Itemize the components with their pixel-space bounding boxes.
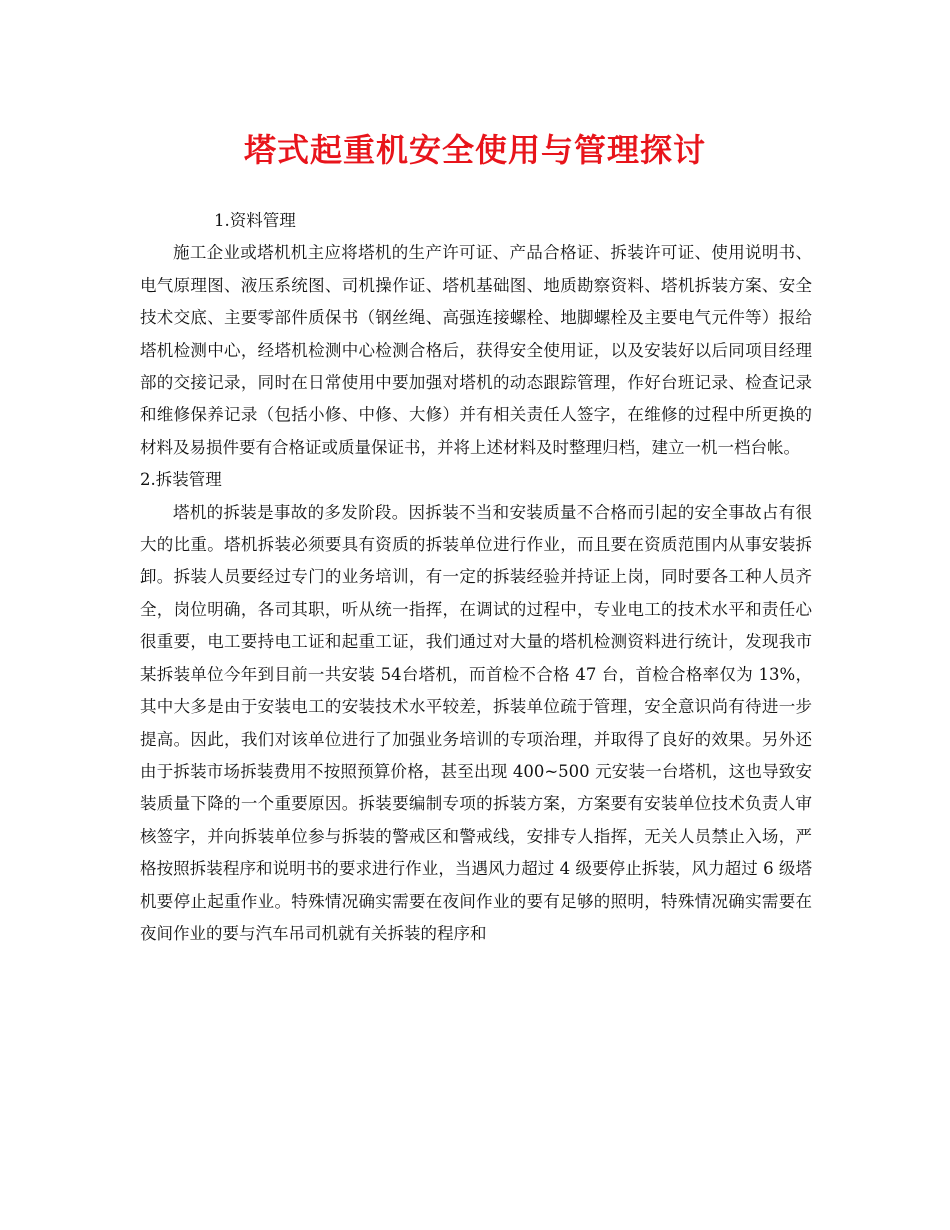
document-title: 塔式起重机安全使用与管理探讨 [243, 131, 706, 169]
section-heading-2: 2.拆装管理 [140, 470, 222, 490]
section-paragraph-1: 施工企业或塔机机主应将塔机的生产许可证、产品合格证、拆装许可证、使用说明书、电气原理图、液压系统图、司机操作证、塔机基础图、地质勘察资料、塔机拆装方案、安全技术交底、主要零部件质保书（钢丝绳、高强连接螺栓、地脚螺栓及主要电气元件等）报给塔机检测中心，经塔机检测中心检测合格后，获得安全使用证，以及安装好以后同项目经理部的交接记录，同时在日常使用中要加强对塔机的动态跟踪管理，作好台班记录、检查记录和维修保养记录（包括小修、中修、大修）并有相关责任人签字，在维修的过程中所更换的材料及易损件要有合格证或质量保证书，并将上述材料及时整理归档，建立一机一档台帐。 [140, 243, 812, 457]
document-body [140, 205, 812, 950]
section-paragraph-2: 塔机的拆装是事故的多发阶段。因拆装不当和安装质量不合格而引起的安全事故占有很大的比重。塔机拆装必须要具有资质的拆装单位进行作业，而且要在资质范围内从事安装拆卸。拆装人员要经过专门的业务培训，有一定的拆装经验并持证上岗，同时要各工种人员齐全，岗位明确，各司其职，听从统一指挥，在调试的过程中，专业电工的技术水平和责任心很重要，电工要持电工证和起重工证，我们通过对大量的塔机检测资料进行统计，发现我市某拆装单位今年到目前一共安装 54台塔机，而首检不合格 47 台，首检合格率仅为 13%，其中大多是由于安装电工的安装技术水平较差，拆装单位疏于管理，安全意识尚有待进一步提高。因此，我们对该单位进行了加强业务培训的专项治理，并取得了良好的效果。另外还由于拆装市场拆装费用不按照预算价格，甚至出现 400~500 元安装一台塔机，这也导致安装质量下降的一个重要原因。拆装要编制专项的拆装方案，方案要有安装单位技术负责人审核签字，并向拆装单位参与拆装的警戒区和警戒线，安排专人指挥，无关人员禁止入场，严格按照拆装程序和说明书的要求进行作业，当遇风力超过 4 级要停止拆装，风力超过 6 级塔机要停止起重作业。特殊情况确实需要在夜间作业的要有足够的照明，特殊情况确实需要在夜间作业的要与汽车吊司机就有关拆装的程序和 [140, 502, 812, 943]
section-heading-1: 1.资料管理 [214, 211, 296, 230]
